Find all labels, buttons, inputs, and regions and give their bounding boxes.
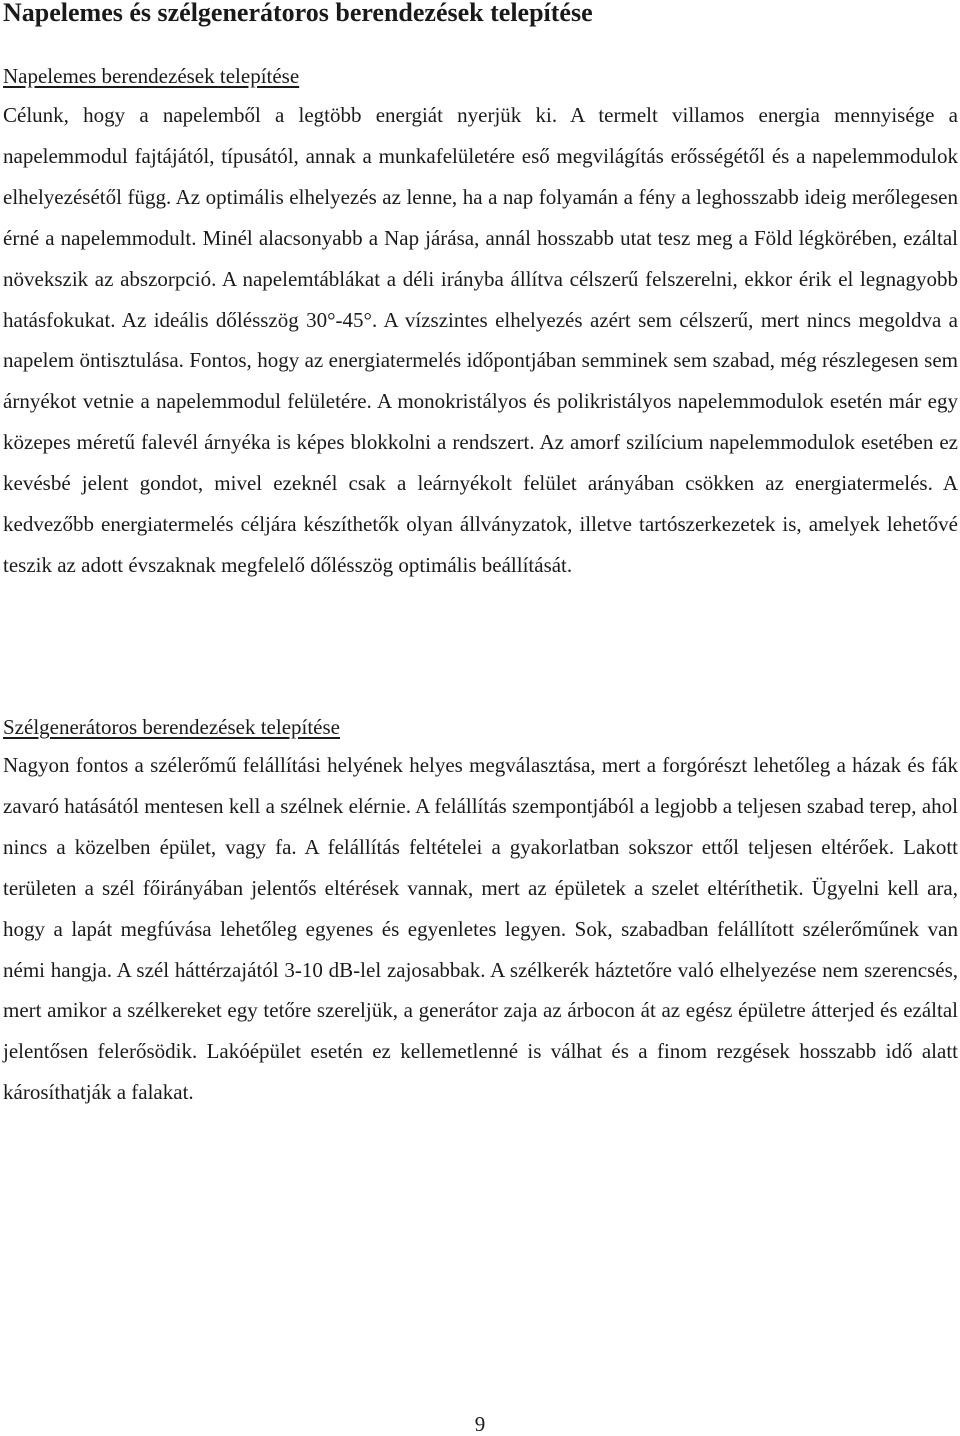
section-body-solar: Célunk, hogy a napelemből a legtöbb energiát nyerjük ki. A termelt villamos energia mennyisége a napelemmodul fajtájától, típusától, annak a munkafelületére eső megvilágítás erősségétől és a napelemmodulok elhelyezésétől függ. Az optimális elhelyezés az lenne, ha a nap folyamán a fény a leghosszabb ideig merőlegesen érné a napelemmodult. Minél alacsonyabb a Nap járása, annál hosszabb utat tesz meg a Föld légkörében, ezáltal növekszik az abszorpció. A napelemtáblákat a déli irányba állítva célszerű felszerelni, ekkor érik el legnagyobb hatásfokukat. Az ideális dőlésszög 30°-45°. A vízszintes elhelyezés azért sem célszerű, mert nincs megoldva a napelem öntisztulása. Fontos, hogy az energiatermelés időpontjában semminek sem szabad, még részlegesen sem árnyékot vetnie a napelemmodul felületére. A monokristályos és polikristályos napelemmodulok esetén már egy közepes méretű falevél árnyéka is képes blokkolni a rendszert. Az amorf szilícium napelemmodulok esetében ez kevésbé jelent gondot, mivel ezeknél csak a leárnyékolt felület arányában csökken az energiatermelés. A kedvezőbb energiatermelés céljára készíthetők olyan állványzatok, illetve tartószerkezetek is, amelyek lehetővé teszik az adott évszaknak megfelelő dőlésszög optimális beállítását.: [3, 103, 958, 577]
page-number: 9: [474, 1412, 486, 1436]
section-heading-solar: Napelemes berendezések telepítése: [3, 64, 300, 88]
section-heading-wind: Szélgenerátoros berendezések telepítése: [3, 715, 340, 739]
document-title: Napelemes és szélgenerátoros berendezések telepítése: [3, 0, 593, 27]
section-body-wind: Nagyon fontos a szélerőmű felállítási helyének helyes megválasztása, mert a forgórészt lehetőleg a házak és fák zavaró hatásától mentesen kell a szélnek elérnie. A felállítás szempontjából a legjobb a teljesen szabad terep, ahol nincs a közelben épület, vagy fa. A felállítás feltételei a gyakorlatban sokszor ettől teljesen eltérőek. Lakott területen a szél főirányában jelentős eltérések vannak, mert az épületek a szelet eltéríthetik. Ügyelni kell ara, hogy a lapát megfúvása lehetőleg egyenes és egyenletes legyen. Sok, szabadban felállított szélerőműnek van némi hangja. A szél háttérzajától 3-10 dB-lel zajosabbak. A szélkerék háztetőre való elhelyezése nem szerencsés, mert amikor a szélkereket egy tetőre szereljük, a generátor zaja az árbocon át az egész épületre átterjed és ezáltal jelentősen felerősödik. Lakóépület esetén ez kellemetlenné is válhat és a finom rezgések hosszabb idő alatt károsíthatják a falakat.: [3, 753, 958, 1105]
